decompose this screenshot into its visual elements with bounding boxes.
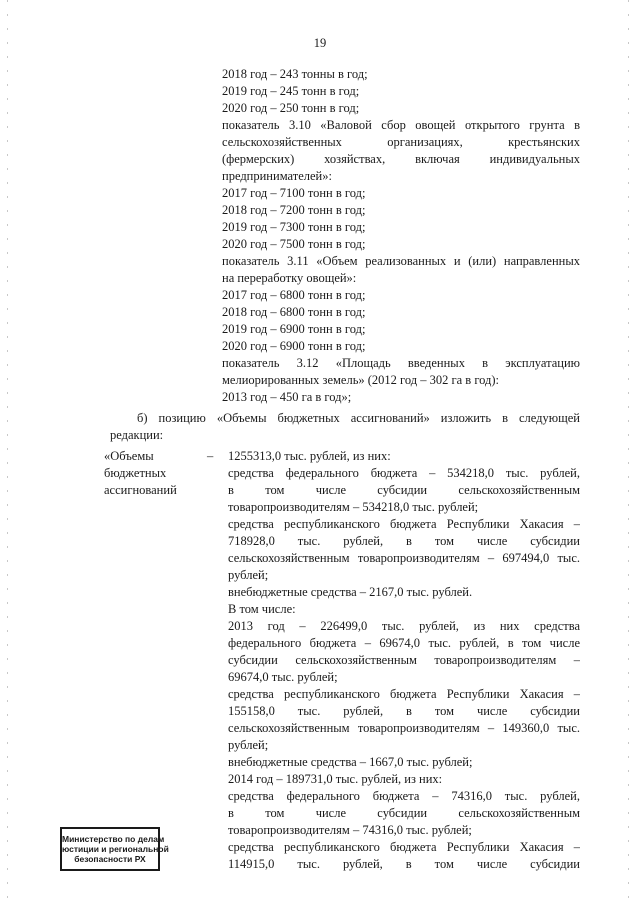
table-line: средства республиканского бюджета Республики Хакасия – [228, 840, 580, 854]
text-line: мелиорированных земель» (2012 год – 302 га в год): [222, 373, 500, 387]
text-line: предпринимателей»: [222, 169, 332, 183]
stamp-line: Министерство по делам [62, 834, 165, 844]
table-line: средства республиканского бюджета Республики Хакасия – [228, 517, 580, 531]
table-line: средства федерального бюджета – 74316,0 тыс. рублей, [228, 789, 580, 803]
ministry-stamp [60, 827, 169, 871]
item-b-line: редакции: [110, 428, 164, 442]
text-line: 2020 год – 6900 тонн в год; [222, 339, 366, 353]
table-line: 718928,0 тыс. рублей, в том числе субсидии [228, 534, 580, 548]
text-line: (фермерских) хозяйствах, включая индивидуальных [222, 152, 580, 166]
table-line: рублей; [228, 738, 269, 752]
text-line: 2019 год – 6900 тонн в год; [222, 322, 366, 336]
table-line: средства республиканского бюджета Республики Хакасия – [228, 687, 580, 701]
text-line: на переработку овощей»: [222, 271, 357, 285]
item-b-line: б) позицию «Объемы бюджетных ассигнований» изложить в следующей [137, 411, 580, 425]
table-line: товаропроизводителям – 74316,0 тыс. рублей; [228, 823, 472, 837]
text-line: сельскохозяйственных организациях, крестьянских [222, 135, 580, 149]
stamp-line: безопасности РХ [74, 854, 146, 864]
text-line: показатель 3.10 «Валовой сбор овощей открытого грунта в [222, 118, 580, 132]
right-margin-marks [628, 0, 629, 905]
table-left-label: ассигнований [104, 483, 177, 497]
text-line: 2013 год – 450 га в год»; [222, 390, 352, 404]
page-number: 19 [313, 36, 327, 50]
table-line: федерального бюджета – 69674,0 тыс. рублей, в том числе [228, 636, 580, 650]
table-dash: – [207, 449, 214, 463]
table-line: 2013 год – 226499,0 тыс. рублей, из них средства [228, 619, 580, 633]
text-line: показатель 3.12 «Площадь введенных в эксплуатацию [222, 356, 580, 370]
table-line: товаропроизводителям – 534218,0 тыс. рублей; [228, 500, 479, 514]
text-line: 2019 год – 245 тонн в год; [222, 84, 360, 98]
text-line: 2020 год – 250 тонн в год; [222, 101, 360, 115]
table-left-label: «Объемы [104, 449, 154, 463]
table-left-label: бюджетных [104, 466, 167, 480]
table-line: сельскохозяйственным товаропроизводителям – 149360,0 тыс. [228, 721, 580, 735]
table-line: 1255313,0 тыс. рублей, из них: [228, 449, 391, 463]
text-line: 2017 год – 6800 тонн в год; [222, 288, 366, 302]
table-line: в том числе субсидии сельскохозяйственным [228, 806, 580, 820]
text-line: 2018 год – 243 тонны в год; [222, 67, 368, 81]
table-line: субсидии сельскохозяйственным товаропроизводителям – [228, 653, 580, 667]
text-line: 2019 год – 7300 тонн в год; [222, 220, 366, 234]
text-line: 2020 год – 7500 тонн в год; [222, 237, 366, 251]
text-line: 2018 год – 6800 тонн в год; [222, 305, 366, 319]
table-line: 2014 год – 189731,0 тыс. рублей, из них: [228, 772, 443, 786]
text-line: 2018 год – 7200 тонн в год; [222, 203, 366, 217]
text-line: показатель 3.11 «Объем реализованных и (или) направленных [222, 254, 580, 268]
table-line: в том числе субсидии сельскохозяйственным [228, 483, 580, 497]
stamp-line: юстиции и региональной [62, 844, 169, 854]
table-line: 114915,0 тыс. рублей, в том числе субсидии [228, 857, 580, 871]
table-line: В том числе: [228, 602, 296, 616]
table-line: рублей; [228, 568, 269, 582]
table-line: средства федерального бюджета – 534218,0 тыс. рублей, [228, 466, 580, 480]
table-line: 69674,0 тыс. рублей; [228, 670, 338, 684]
text-line: 2017 год – 7100 тонн в год; [222, 186, 366, 200]
table-line: сельскохозяйственным товаропроизводителям – 697494,0 тыс. [228, 551, 580, 565]
left-margin-marks [7, 0, 8, 905]
table-line: 155158,0 тыс. рублей, в том числе субсидии [228, 704, 580, 718]
table-line: внебюджетные средства – 1667,0 тыс. рублей; [228, 755, 473, 769]
table-line: внебюджетные средства – 2167,0 тыс. рублей. [228, 585, 473, 599]
